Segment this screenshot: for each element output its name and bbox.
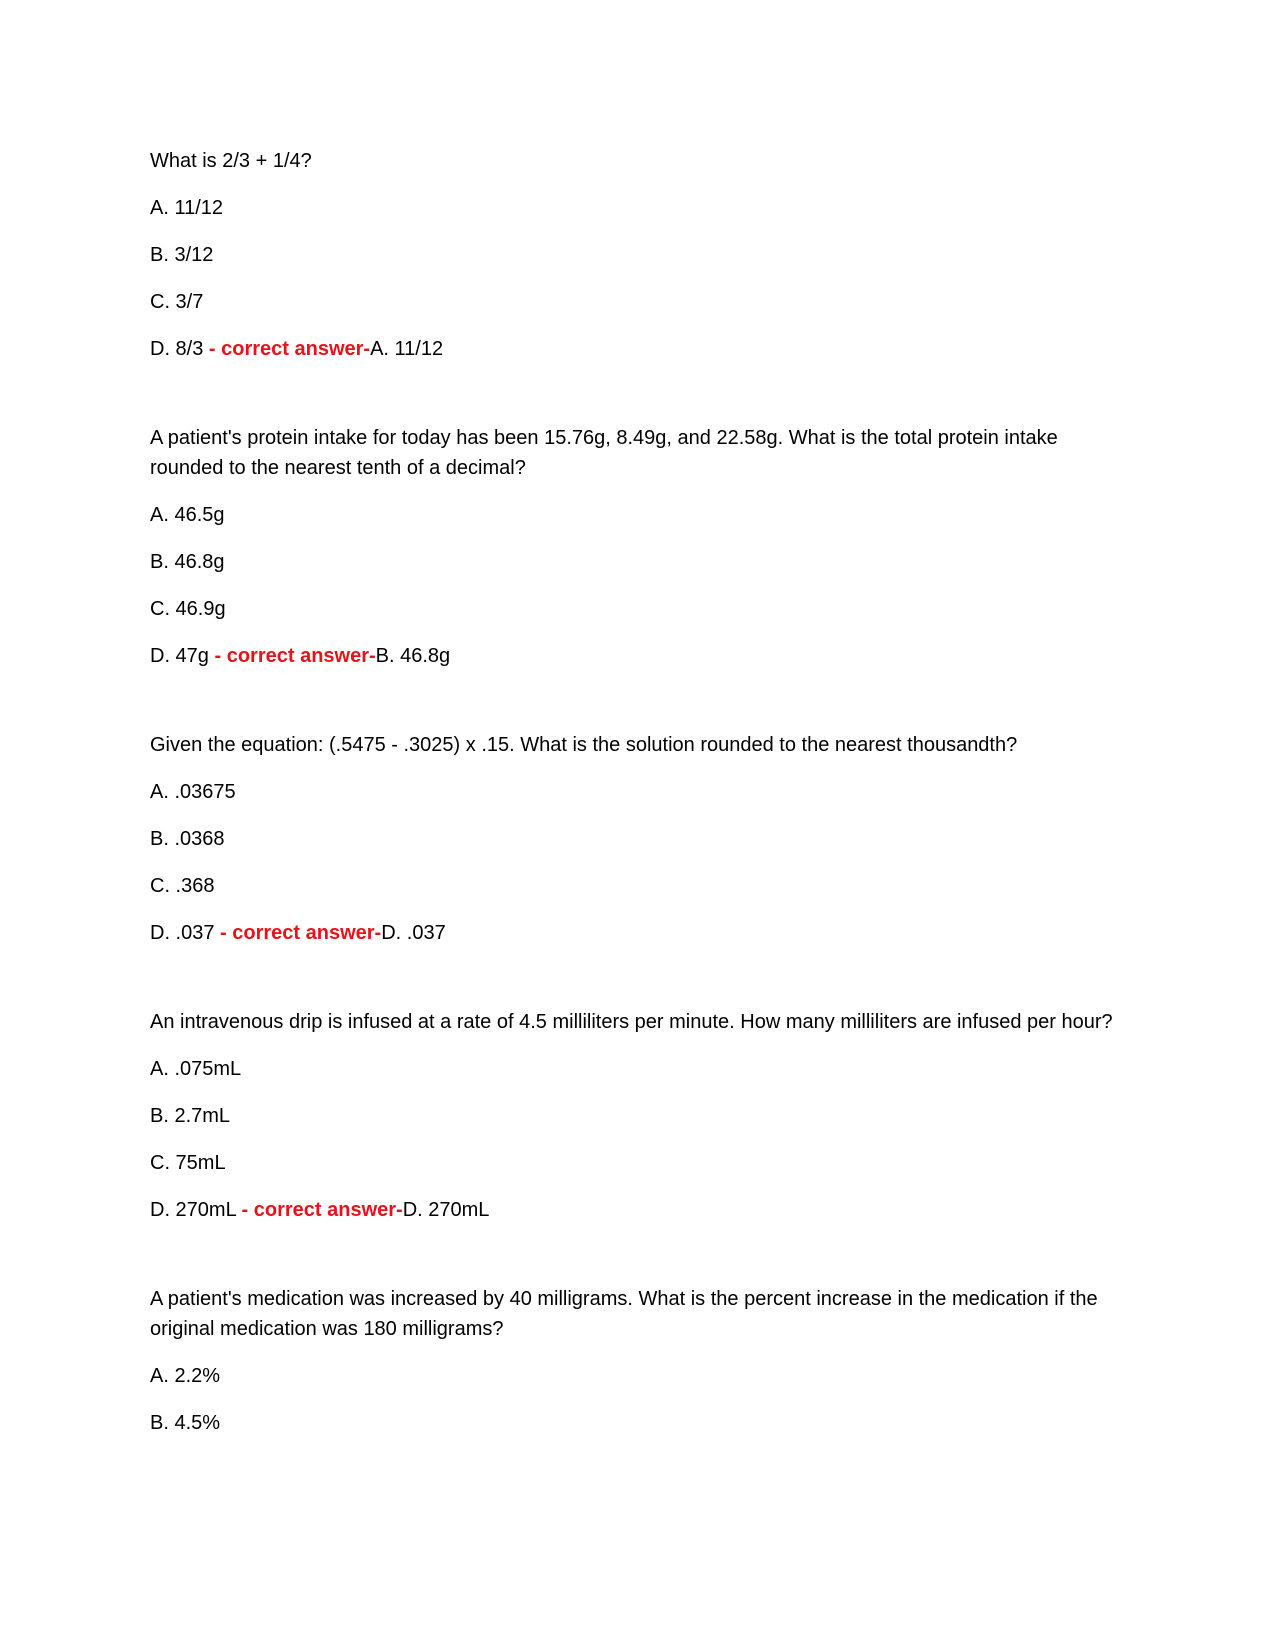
answer-option-line xyxy=(150,641,1125,671)
question-text: A patient's protein intake for today has been 15.76g, 8.49g, and 22.58g. What is the total protein intake rounded to the nearest tenth of a decimal? xyxy=(150,427,1058,479)
correct-answer-label: - correct answer- xyxy=(220,922,382,944)
answer-option: A. .075mL xyxy=(150,1058,242,1080)
answer-option: B. 4.5% xyxy=(150,1412,221,1434)
question-text: Given the equation: (.5475 - .3025) x .15. What is the solution rounded to the nearest thousandth? xyxy=(150,734,1018,756)
answer-option: B. 3/12 xyxy=(150,244,214,266)
answer-option: B. 46.8g xyxy=(150,551,225,573)
answer-option-line xyxy=(150,1195,1125,1225)
correct-answer-value: D. .037 xyxy=(381,922,446,944)
question-block xyxy=(150,423,1125,671)
correct-answer-value: B. 46.8g xyxy=(375,645,451,667)
question-list xyxy=(150,146,1125,1438)
correct-answer-label: - correct answer- xyxy=(241,1199,403,1221)
question-text: What is 2/3 + 1/4? xyxy=(150,150,312,172)
question-text: An intravenous drip is infused at a rate of 4.5 milliliters per minute. How many milliliters are infused per hour? xyxy=(150,1011,1113,1033)
answer-option: B. .0368 xyxy=(150,828,225,850)
answer-option: C. 75mL xyxy=(150,1152,226,1174)
answer-option: D. 8/3 xyxy=(150,338,204,360)
question-block xyxy=(150,146,1125,364)
answer-option: A. .03675 xyxy=(150,781,236,803)
answer-option: B. 2.7mL xyxy=(150,1105,231,1127)
correct-answer-label: - correct answer- xyxy=(208,338,371,360)
question-block xyxy=(150,1284,1125,1438)
answer-option-line xyxy=(150,334,1125,364)
question-block xyxy=(150,1007,1125,1225)
correct-answer-label: - correct answer- xyxy=(214,645,376,667)
correct-answer-value: A. 11/12 xyxy=(370,338,444,360)
answer-option: A. 2.2% xyxy=(150,1365,221,1387)
answer-option: C. .368 xyxy=(150,875,215,897)
answer-option: A. 46.5g xyxy=(150,504,225,526)
answer-option: A. 11/12 xyxy=(150,197,224,219)
answer-option: C. 46.9g xyxy=(150,598,226,620)
answer-option-line xyxy=(150,918,1125,948)
answer-option: D. 47g xyxy=(150,645,209,667)
answer-option: C. 3/7 xyxy=(150,291,204,313)
question-text: A patient's medication was increased by 40 milligrams. What is the percent increase in the medication if the original medication was 180 milligrams? xyxy=(150,1288,1098,1340)
answer-option: D. .037 xyxy=(150,922,215,944)
correct-answer-value: D. 270mL xyxy=(402,1199,490,1221)
question-block xyxy=(150,730,1125,948)
answer-option: D. 270mL xyxy=(150,1199,236,1221)
